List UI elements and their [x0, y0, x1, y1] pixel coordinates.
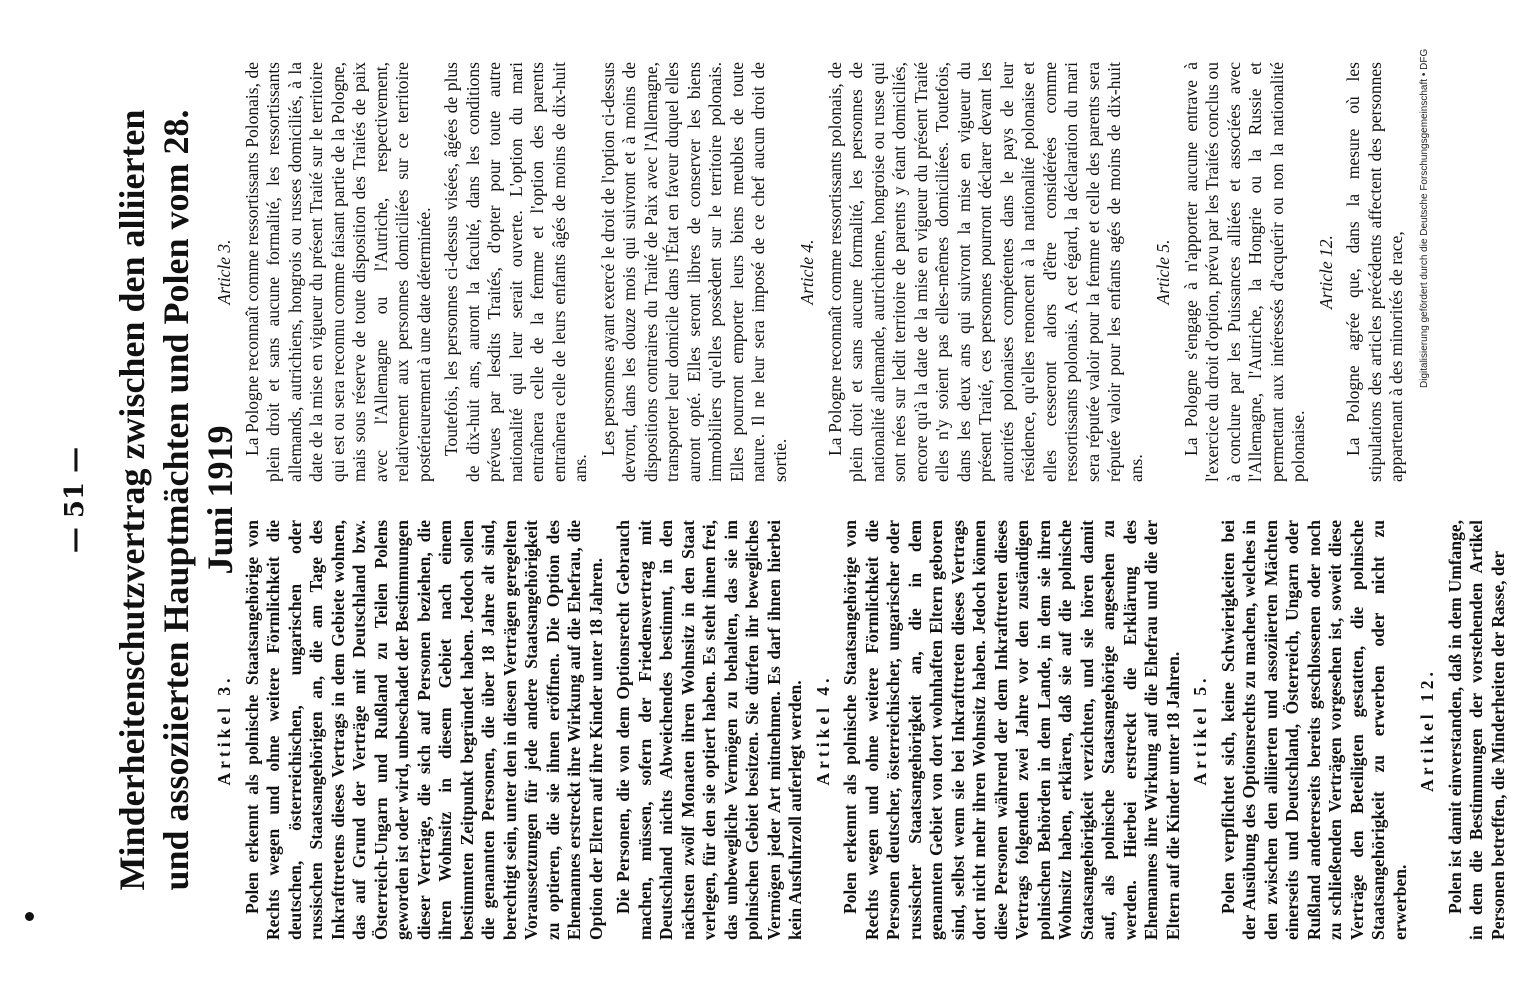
french-article-12-paragraph-1: La Pologne agrée que, dans la mesure où les stipulations des articles précédents affectent des personnes appartenant à des minorités de race, [1343, 62, 1406, 482]
document-title: Minderheitenschutzvertrag zwischen den alliierten und assoziierten Hauptmächten und Polen vom 28. Juni 1919 [112, 109, 240, 891]
german-article-5-heading: Artikel 5. [1190, 674, 1210, 786]
french-article-12-heading: Article 12. [1315, 235, 1336, 309]
french-article-3-paragraph-2: Toutefois, les personnes ci-dessus visées, âgées de plus de dix-huit ans, auront la faculté, dans les conditions prévues par lesdits Traités, d'opter pour toute autre nationalité qui leur serait ouverte. L'option du mari entraînera celle de la femme et l'option des parents entraînera celle de leurs enfants âgés de moins de dix-huit ans. [441, 62, 590, 482]
french-article-3-paragraph-1: La Pologne reconnaît comme ressortissants Polonais, de plein droit et sans aucune formalité, les ressortissants allemands, autrichiens, hongrois ou russes domiciliés, à la date de la mise en vigueur du présent Traité sur le territoire qui est ou sera reconnu comme faisant partie de la Pologne, mais sous réserve de toute disposition des Traités de paix avec l'Allemagne ou l'Autriche, respectivement, relativement aux personnes domiciliées sur ce territoire postérieurement à une date déterminée. [241, 62, 434, 482]
french-article-3-paragraph-3: Les personnes ayant exercé le droit de l'option ci-dessus devront, dans les douze mois qui suivront et à moins de dispositions contraires du Traité de Paix avec l'Allemagne, transporter leur domicile dans l'État en faveur duquel elles auront opté. Elles seront libres de conserver les biens immobiliers qu'elles possèdent sur le territoire polonais. Elles pourront emporter leurs biens meubles de toute nature. Il ne leur sera imposé de ce chef aucun droit de sortie. [597, 62, 790, 482]
digitization-notice-text: Digitalisierung gefördert durch die Deutsche Forschungsgemeinschaft • DFG [1419, 48, 1430, 388]
german-article-3-paragraph-1: Polen erkennt als polnische Staatsangehörige von Rechts wegen und ohne weitere Förmlichkeit die deutschen, österreichischen, ungarischen oder russischen Staatsangehörigen an, die am Tage des Inkrafttretens dieses Vertrags in dem Gebiete wohnen, das auf Grund der Verträge mit Deutschland bzw. Österreich-Ungarn und Rußland zu Teilen Polens geworden ist oder wird, unbeschadet der Bestimmungen dieser Verträge, die sich auf Personen beziehen, die ihren Wohnsitz in diesem Gebiet nach einem bestimmten Zeitpunkt begründet haben. Jedoch sollen die genannten Personen, die über 18 Jahre alt sind, berechtigt sein, unter den in diesen Verträgen geregelten Voraussetzungen für jede andere Staatsangehörigkeit zu optieren, die sie ihnen eröffnen. Die Option des Ehemannes erstreckt ihre Wirkung auf die Ehefrau, die Option der Eltern auf ihre Kinder unter 18 Jahren. [241, 520, 606, 940]
french-column [208, 62, 1414, 482]
page-number: — 51 — [60, 446, 90, 554]
german-article-12-heading: Artikel 12. [1417, 668, 1437, 792]
german-article-5-paragraph-1: Polen verpflichtet sich, keine Schwierigkeiten bei der Ausübung des Optionsrechts zu machen, welches in den zwischen den alliierten und assoziierten Mächten einerseits und Deutschland, Österreich, Ungarn oder Rußland andererseits bereits geschlossenen oder noch zu schließenden Verträgen vorgesehen ist, soweit diese Verträge den Beteiligten gestatten, die polnische Staatsangehörigkeit zu erwerben oder nicht zu erwerben. [1217, 520, 1410, 940]
french-article-4-heading: Article 4. [797, 239, 817, 305]
french-article-3-heading: Article 3. [214, 239, 234, 305]
french-article-5-heading: Article 5. [1153, 239, 1173, 305]
digitization-notice [1415, 8, 1435, 388]
german-column [208, 520, 1515, 940]
german-article-4-heading: Artikel 4. [812, 674, 833, 786]
french-article-4-paragraph-1: La Pologne reconnaît comme ressortissants polonais, de plein droit et sans aucune formalité, les personnes de nationalité allemande, autrichienne, hongroise ou russe qui sont nées sur ledit territoire de parents y étant domiciliés, encore qu'à la date de la mise en vigueur du présent Traité elles n'y soient pas elles-mêmes domiciliées. Toutefois, dans les deux ans qui suivront la mise en vigueur du présent Traité, ces personnes pourront déclarer devant les autorités polonaises compétentes dans le pays de leur résidence, qu'elles renoncent à la nationalité polonaise et elles cesseront alors d'être considérées comme ressortissants polonais. A cet égard, la déclaration du mari sera réputée valoir pour la femme et celle des parents sera réputée valoir pour les enfants agés de moins de dix-huit ans. [824, 62, 1146, 482]
bullet-mark [25, 912, 34, 921]
german-article-3-heading: Artikel 3. [214, 674, 234, 786]
german-article-12-paragraph-1: Polen ist damit einverstanden, daß in dem Umfange, in dem die Bestimmungen der vorstehenden Artikel Personen betreffen, die Minderheiten der Rasse, der [1444, 520, 1508, 940]
german-article-3-paragraph-2: Die Personen, die von dem Optionsrecht Gebrauch machen, müssen, sofern der Friedensvertrag mit Deutschland nichts Abweichendes bestimmt, in den nächsten zwölf Monaten ihren Wohnsitz in den Staat verlegen, für den sie optiert haben. Es steht ihnen frei, das unbewegliche Vermögen zu behalten, das sie im polnischen Gebiet besitzen. Sie dürfen ihr bewegliches Vermögen jeder Art mitnehmen. Es darf ihnen hierbei kein Ausfuhrzoll auferlegt werden. [613, 520, 805, 940]
german-article-4-paragraph-1: Polen erkennt als polnische Staatsangehörige von Rechts wegen und ohne weitere Förmlichkeit die Personen deutscher, österreichischer, ungarischer oder russischer Staatsangehörigkeit an, die in dem genannten Gebiet von dort wohnhaften Eltern geboren sind, selbst wenn sie bei Inkrafttreten dieses Vertrags dort nicht mehr ihren Wohnsitz haben. Jedoch können diese Personen während der dem Inkrafttreten dieses Vertrags folgenden zwei Jahre vor den zuständigen polnischen Behörden in dem Lande, in dem sie ihren Wohnsitz haben, erklären, daß sie auf die polnische Staatsangehörigkeit verzichten, und sie hören damit auf, als polnische Staatsangehörige angesehen zu werden. Hierbei erstreckt die Erklärung des Ehemannes ihre Wirkung auf die Ehefrau und die der Eltern auf die Kinder unter 18 Jahren. [840, 520, 1183, 940]
french-article-5-paragraph-1: La Pologne s'engage à n'apporter aucune entrave à l'exercice du droit d'option, prévu par les Traités conclus ou à conclure par les Puissances alliées et associées avec l'Allemagne, l'Autriche, la Hongrie ou la Russie et permettant aux intéressés d'acquérir ou non la nationalité polonaise. [1180, 62, 1308, 482]
